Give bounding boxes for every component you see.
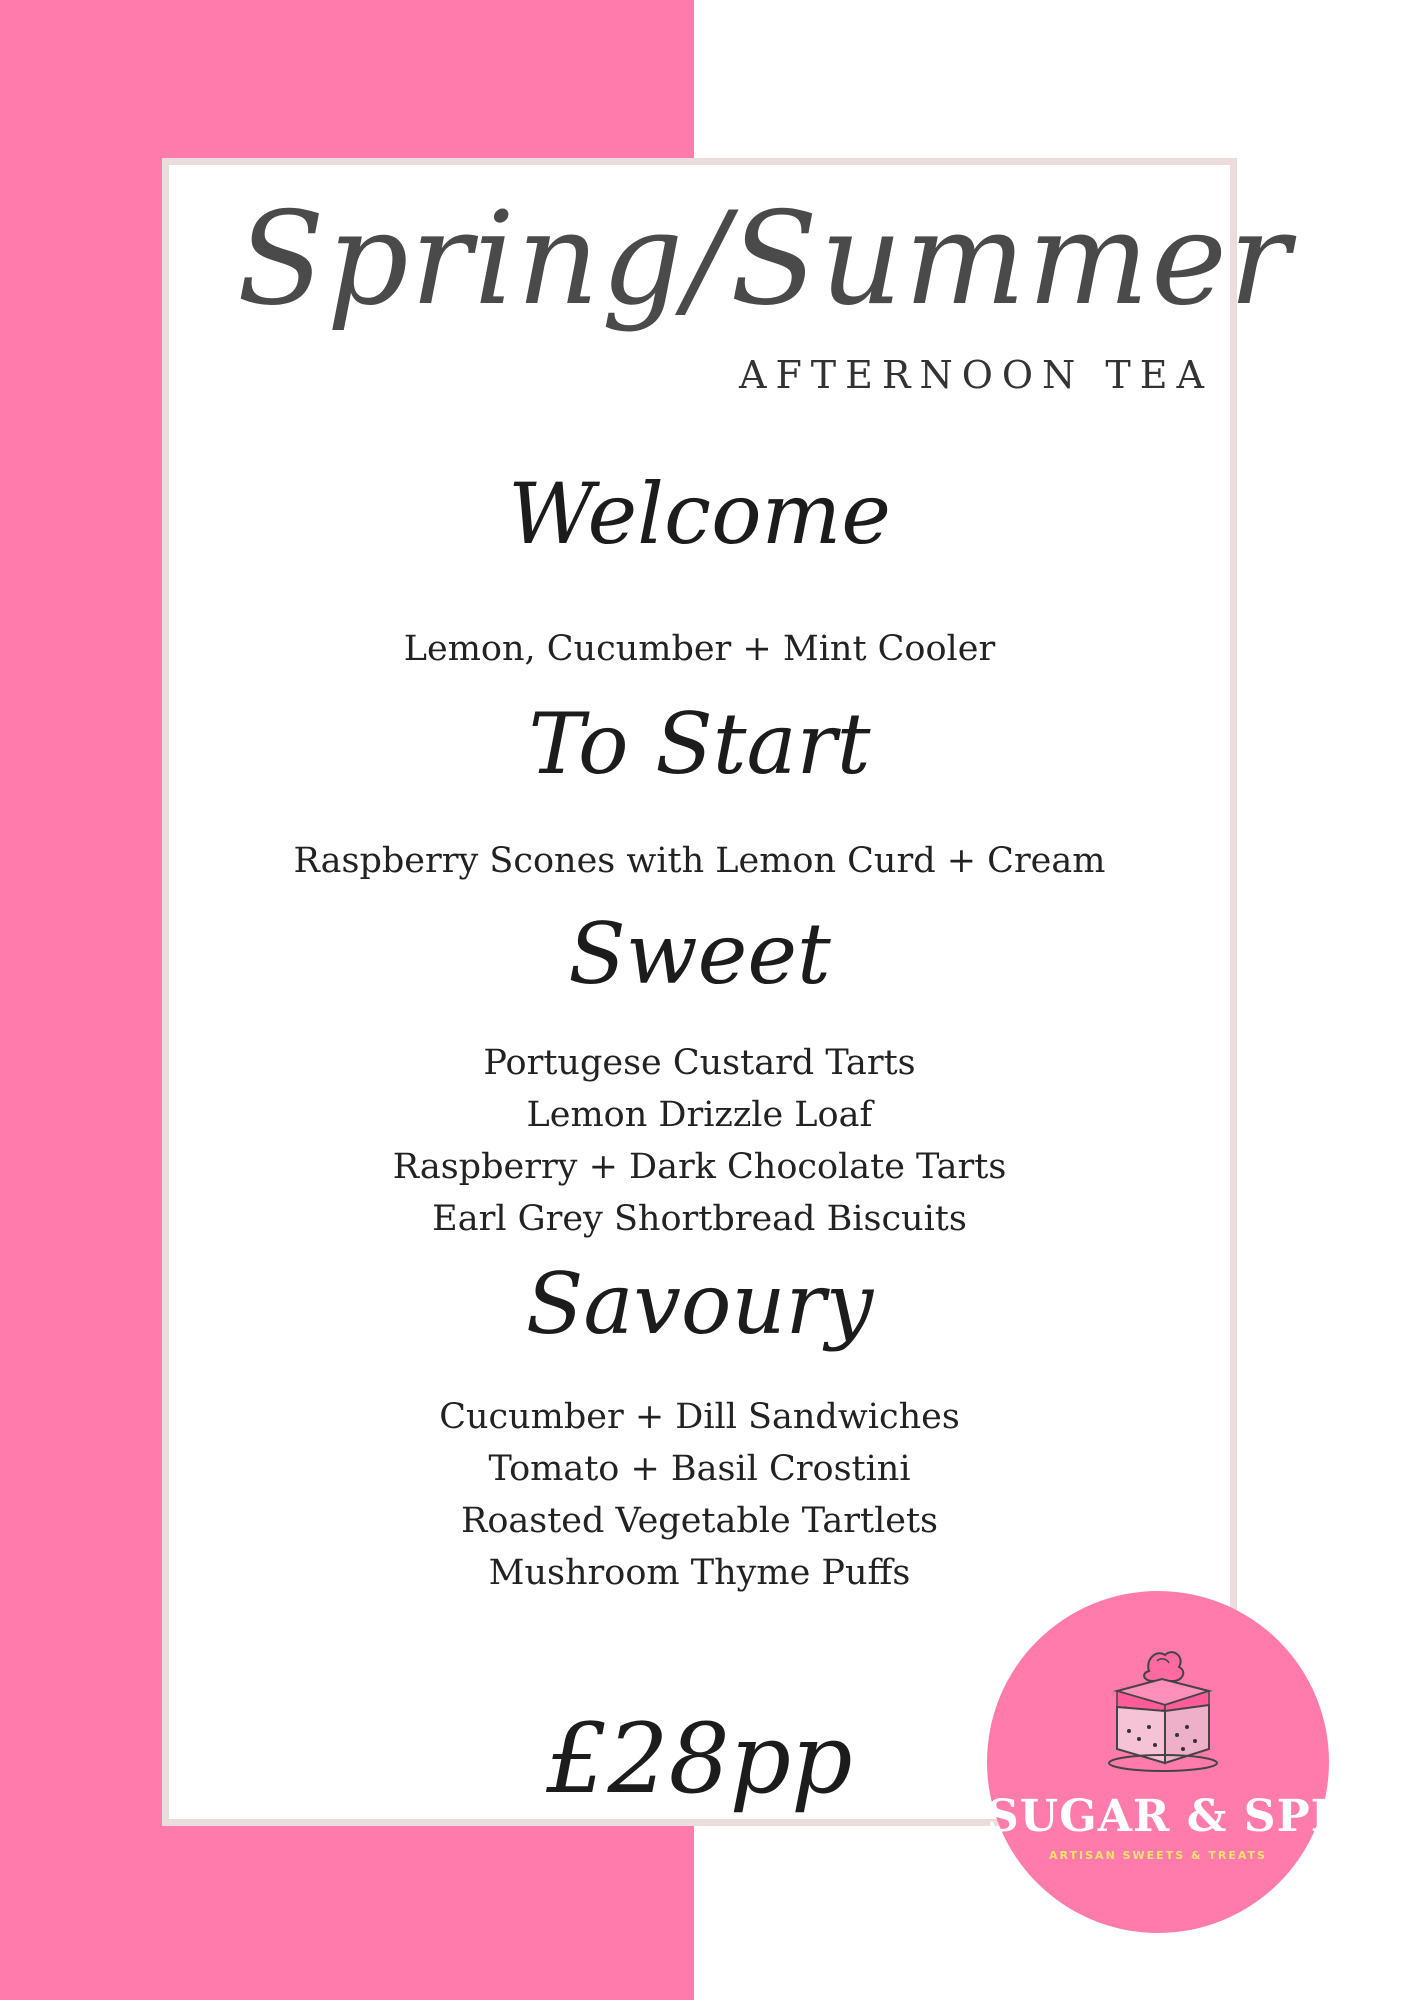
- section-heading-sweet: Sweet: [568, 905, 831, 1003]
- price-per-person: £28pp: [546, 1703, 853, 1815]
- menu-item: Lemon Drizzle Loaf: [526, 1095, 873, 1135]
- section-heading-welcome: Welcome: [507, 465, 892, 563]
- menu-item: Cucumber + Dill Sandwiches: [439, 1397, 960, 1437]
- menu-item: Portugese Custard Tarts: [483, 1043, 916, 1083]
- section-items-to-start: [169, 835, 1230, 887]
- menu-item: Roasted Vegetable Tartlets: [460, 1501, 939, 1541]
- section-items-welcome: [169, 623, 1230, 675]
- menu-item: Raspberry Scones with Lemon Curd + Cream: [293, 841, 1106, 881]
- logo-brand-name: SUGAR & SPICE: [987, 1791, 1403, 1842]
- section-heading-savoury: Savoury: [525, 1255, 874, 1353]
- menu-subtitle: AFTERNOON TEA: [739, 353, 1213, 397]
- section-items-sweet: [169, 1037, 1230, 1245]
- section-heading-to-start: To Start: [528, 695, 871, 793]
- menu-item: Lemon, Cucumber + Mint Cooler: [403, 629, 996, 669]
- cake-icon: [1087, 1631, 1237, 1781]
- sugar-and-spice-logo: [987, 1591, 1403, 1933]
- logo-tagline: ARTISAN SWEETS & TREATS: [1049, 1849, 1267, 1862]
- menu-title: Spring/Summer: [237, 185, 1293, 334]
- section-items-savoury: [169, 1391, 1230, 1599]
- menu-item: Mushroom Thyme Puffs: [488, 1553, 911, 1593]
- menu-item: Earl Grey Shortbread Biscuits: [432, 1199, 967, 1239]
- menu-item: Raspberry + Dark Chocolate Tarts: [392, 1147, 1007, 1187]
- menu-item: Tomato + Basil Crostini: [488, 1449, 911, 1489]
